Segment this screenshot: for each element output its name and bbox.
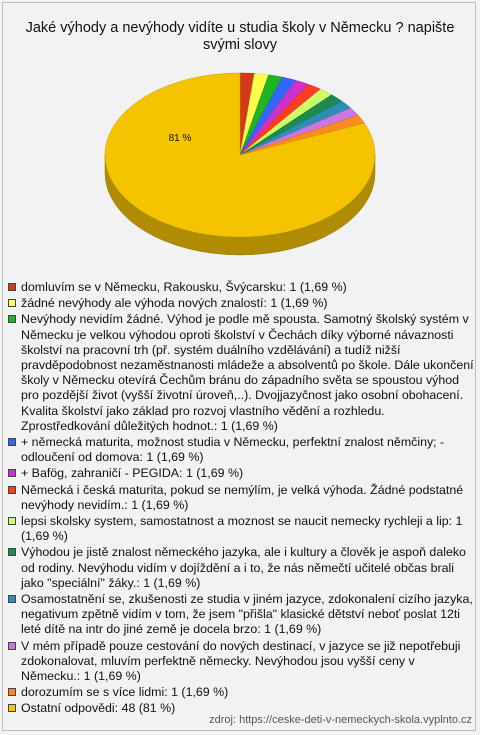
legend-item — [8, 483, 474, 513]
chart-title: Jaké výhody a nevýhody vidíte u studia školy v Německu ? napište svými slovy — [25, 20, 455, 53]
legend-swatch — [8, 315, 16, 323]
legend-swatch — [8, 688, 16, 696]
legend-item — [8, 466, 474, 481]
legend-swatch — [8, 517, 16, 525]
legend-label: Výhodou je jistě znalost německého jazyka, ale i kultury a člověk je aspoň daleko od rodiny. Nevýhodu vidím v dojíždění a i to, že nás němečtí učitelé občas brali jako "speciální" žáky.: 1 (1,69 %) — [21, 545, 466, 590]
legend-item — [8, 514, 474, 544]
legend-item — [8, 639, 474, 685]
legend-swatch — [8, 469, 16, 477]
legend-item — [8, 280, 474, 295]
legend-label: Nevýhody nevidím žádné. Výhod je podle mě spousta. Samotný školský systém v Německu je velkou výhodou oproti školství v Čechách díky výborné návaznosti školství na pracovní trh (př. systém duálního vzdělávání) a tudíž nižší pravděpodobnost nezaměstnanosti mládeže a absolventů po škole. Dále ukončení školy v Německu otevírá Čechům bránu do západního světa se spoustou výhod pro pozdější život (vyšší životní úroveň,..). Dvojjazyčnost jako osobní obohacení. Kvalita školství jako základ pro rozvoj vlastního vědění a rozhledu. Zprostředkování důležitých hodnot.: 1 (1,69 %) — [21, 312, 474, 433]
legend — [8, 280, 474, 718]
legend-swatch — [8, 548, 16, 556]
legend-item — [8, 592, 474, 638]
legend-label: V mém případě pouze cestování do nových destinací, v jazyce se již nepotřebuji zdokonalovat, mluvím perfektně německy. Nevýhodou jsou vyšší ceny v Německu.: 1 (1,69 %) — [21, 638, 461, 684]
data-label-0: 81 % — [168, 133, 192, 144]
legend-swatch — [8, 283, 16, 291]
legend-item — [8, 296, 474, 311]
legend-label: Německá i česká maturita, pokud se nemýlím, je velká výhoda. Žádné podstatné nevýhody nevidím.: 1 (1,69 %) — [21, 482, 464, 512]
legend-item — [8, 435, 474, 465]
legend-swatch — [8, 642, 16, 650]
legend-label: lepsi skolsky system, samostatnost a moznost se naucit nemecky rychleji a lip: 1 (1,69 %) — [21, 514, 463, 544]
legend-label: žádné nevýhody ale výhoda nových znalostí: 1 (1,69 %) — [21, 296, 328, 311]
legend-label: + Bafög, zahraničí - PEGIDA: 1 (1,69 %) — [21, 466, 244, 481]
legend-label: + německá maturita, možnost studia v Německu, perfektní znalost němčiny; - odloučení od domova: 1 (1,69 %) — [21, 435, 445, 465]
legend-label: Osamostatnění se, zkušenosti ze studia v jiném jazyce, zdokonalení cizího jazyka, negativum zpětně vidím v tom, že jsem "přišla" klasické dětství neboť poslat 12ti leté dítě na intr do jiné země je docela brzo: 1 (1,69 %) — [21, 592, 473, 637]
legend-swatch — [8, 595, 16, 603]
legend-item — [8, 545, 474, 591]
legend-label: dorozumím se s více lidmi: 1 (1,69 %) — [21, 685, 229, 700]
legend-item — [8, 685, 474, 700]
pie-chart — [0, 0, 480, 280]
legend-item — [8, 312, 474, 434]
legend-swatch — [8, 438, 16, 446]
legend-swatch — [8, 299, 16, 307]
legend-swatch — [8, 704, 16, 712]
legend-swatch — [8, 486, 16, 494]
legend-label: Ostatní odpovědi: 48 (81 %) — [21, 701, 176, 716]
source-text: zdroj: https://ceske-deti-v-nemeckych-skola.vyplnto.cz — [209, 714, 472, 726]
legend-label: domluvím se v Německu, Rakousku, Švýcarsku: 1 (1,69 %) — [21, 280, 347, 294]
